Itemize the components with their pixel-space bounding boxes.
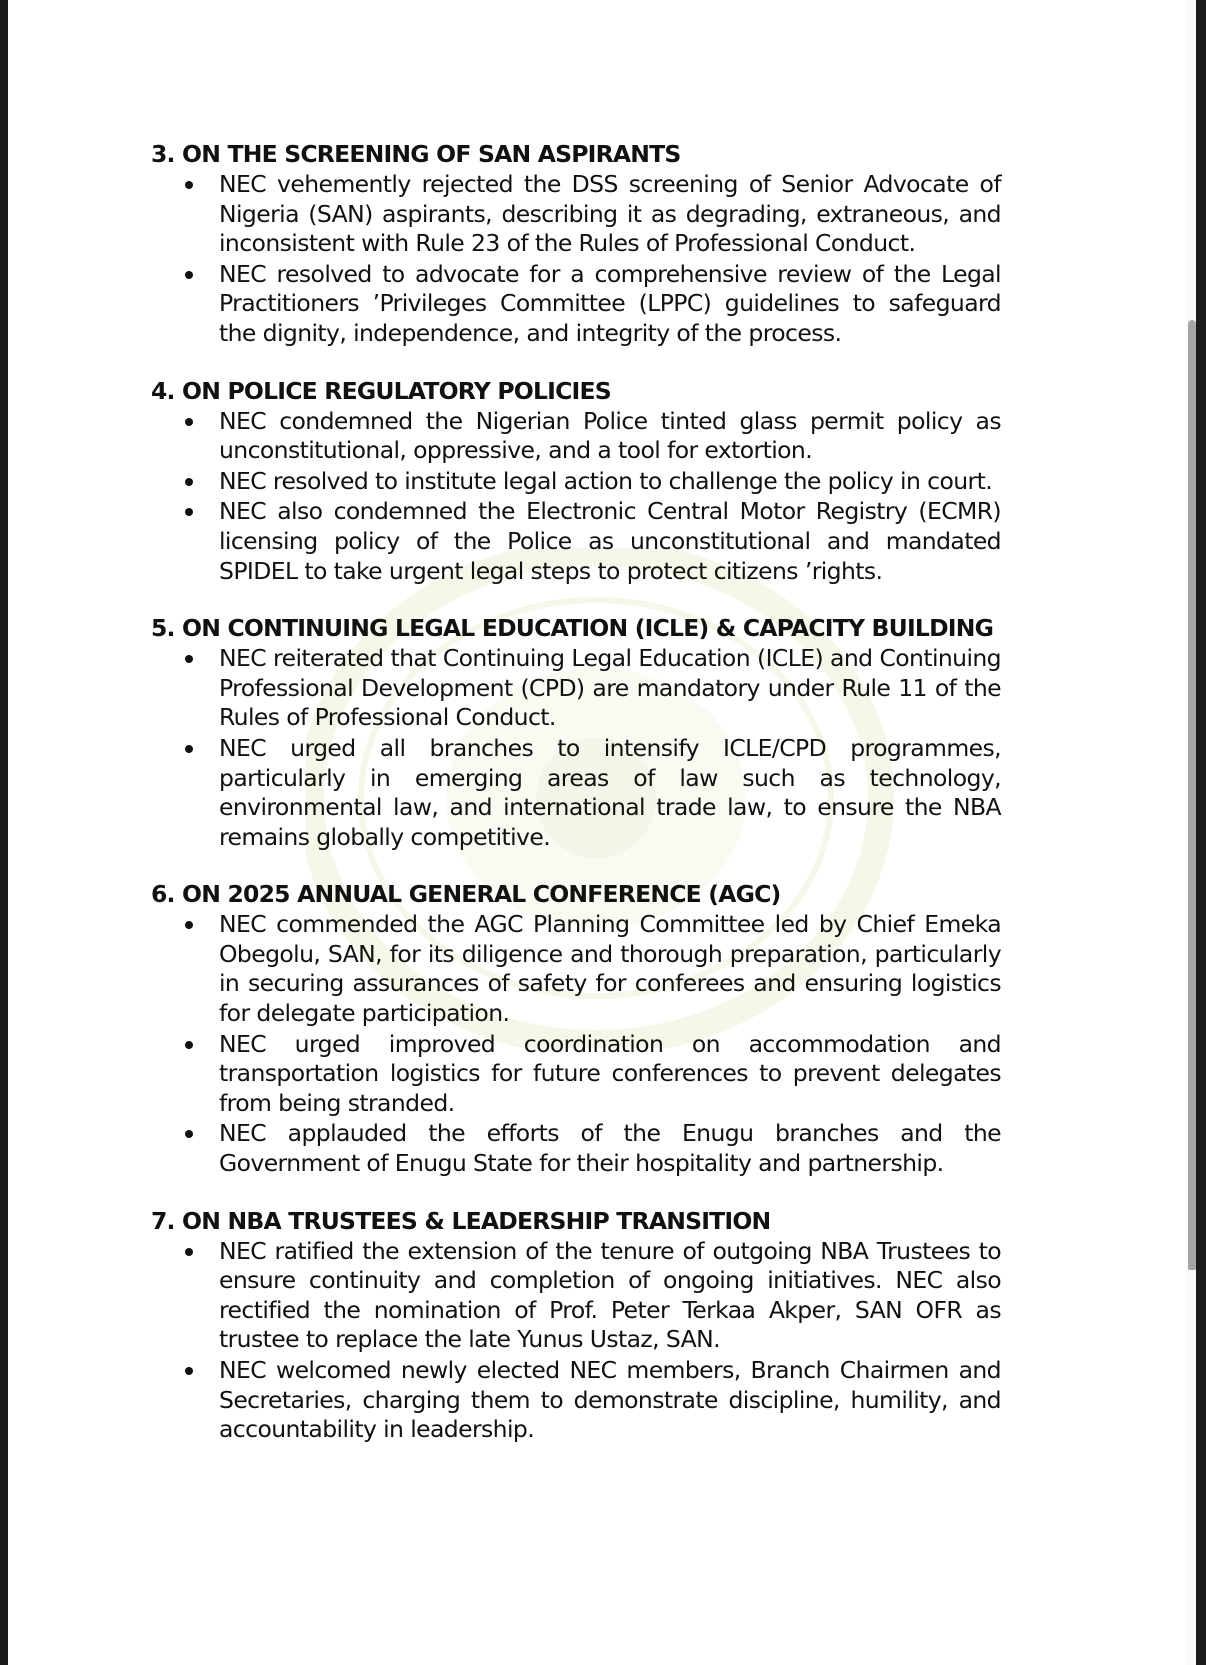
bullet-icon (185, 1367, 193, 1375)
bullet-text: NEC condemned the Nigerian Police tinted glass permit policy as unconstitutional, oppressive, and a tool for extortion. (219, 406, 1001, 465)
bullet-list (151, 644, 1001, 852)
list-item (151, 1119, 1001, 1178)
bullet-text: NEC vehemently rejected the DSS screening of Senior Advocate of Nigeria (SAN) aspirants, describing it as degrading, extraneous, and inconsistent with Rule 23 of the Rules of Professional Conduct. (219, 170, 1001, 258)
bullet-list (151, 170, 1001, 349)
bullet-icon (185, 271, 193, 279)
bullet-icon (185, 745, 193, 753)
bullet-text: NEC resolved to advocate for a comprehensive review of the Legal Practitioners ’Privileges Committee (LPPC) guidelines to safeguard the dignity, independence, and integrity of the process. (219, 259, 1001, 347)
bullet-text: NEC commended the AGC Planning Committee led by Chief Emeka Obegolu, SAN, for its diligence and thorough preparation, particularly in securing assurances of safety for conferees and ensuring logistics for delegate participation. (219, 910, 1001, 1028)
bullet-text: NEC resolved to institute legal action to challenge the policy in court. (219, 466, 993, 495)
bullet-icon (185, 1130, 193, 1138)
section-legal-education (151, 613, 1001, 852)
list-item (151, 1356, 1001, 1445)
section-heading: 7. ON NBA TRUSTEES & LEADERSHIP TRANSITION (151, 1206, 771, 1235)
section-heading: 4. ON POLICE REGULATORY POLICIES (151, 376, 611, 405)
list-item (151, 407, 1001, 466)
list-item (151, 170, 1001, 259)
bullet-text: NEC reiterated that Continuing Legal Education (ICLE) and Continuing Professional Development (CPD) are mandatory under Rule 11 of the Rules of Professional Conduct. (219, 644, 1001, 732)
section-police-policies (151, 376, 1001, 587)
bullet-text: NEC ratified the extension of the tenure of outgoing NBA Trustees to ensure continuity and completion of ongoing initiatives. NEC also rectified the nomination of Prof. Peter Terkaa Akper, SAN OFR as trustee to replace the late Yunus Ustaz, SAN. (219, 1236, 1001, 1354)
bullet-text: NEC urged improved coordination on accommodation and transportation logistics for future conferences to prevent delegates from being stranded. (219, 1029, 1001, 1117)
bullet-icon (185, 1041, 193, 1049)
list-item (151, 497, 1001, 586)
list-item (151, 260, 1001, 349)
bullet-list (151, 910, 1001, 1178)
list-item (151, 467, 1001, 497)
bullet-icon (185, 478, 193, 486)
bullet-list (151, 1237, 1001, 1445)
list-item (151, 1237, 1001, 1355)
list-item (151, 734, 1001, 852)
section-san-screening (151, 139, 1001, 349)
list-item (151, 1030, 1001, 1119)
bullet-icon (185, 655, 193, 663)
section-heading: 6. ON 2025 ANNUAL GENERAL CONFERENCE (AGC) (151, 880, 781, 909)
window-frame-edge (1196, 0, 1206, 1665)
bullet-icon (185, 1248, 193, 1256)
list-item (151, 644, 1001, 733)
section-heading: 3. ON THE SCREENING OF SAN ASPIRANTS (151, 140, 681, 168)
bullet-text: NEC urged all branches to intensify ICLE/CPD programmes, particularly in emerging areas of law such as technology, environmental law, and international trade law, to ensure the NBA remains globally competitive. (219, 733, 1001, 851)
section-trustees-leadership (151, 1206, 1001, 1445)
bullet-text: NEC welcomed newly elected NEC members, Branch Chairmen and Secretaries, charging them to demonstrate discipline, humility, and accountability in leadership. (219, 1356, 1001, 1444)
bullet-icon (185, 181, 193, 189)
list-item (151, 910, 1001, 1028)
bullet-text: NEC also condemned the Electronic Central Motor Registry (ECMR) licensing policy of the Police as unconstitutional and mandated SPIDEL to take urgent legal steps to protect citizens ’rights. (219, 497, 1001, 585)
bullet-icon (185, 508, 193, 516)
bullet-icon (185, 921, 193, 929)
document-content (151, 139, 1001, 1472)
document-page (8, 0, 1196, 1665)
bullet-icon (185, 418, 193, 426)
bullet-list (151, 407, 1001, 587)
section-heading: 5. ON CONTINUING LEGAL EDUCATION (ICLE) & CAPACITY BUILDING (151, 614, 994, 643)
section-agc-2025 (151, 879, 1001, 1178)
scrollbar-thumb[interactable] (1188, 320, 1196, 1270)
bullet-text: NEC applauded the efforts of the Enugu branches and the Government of Enugu State for their hospitality and partnership. (219, 1119, 1001, 1178)
